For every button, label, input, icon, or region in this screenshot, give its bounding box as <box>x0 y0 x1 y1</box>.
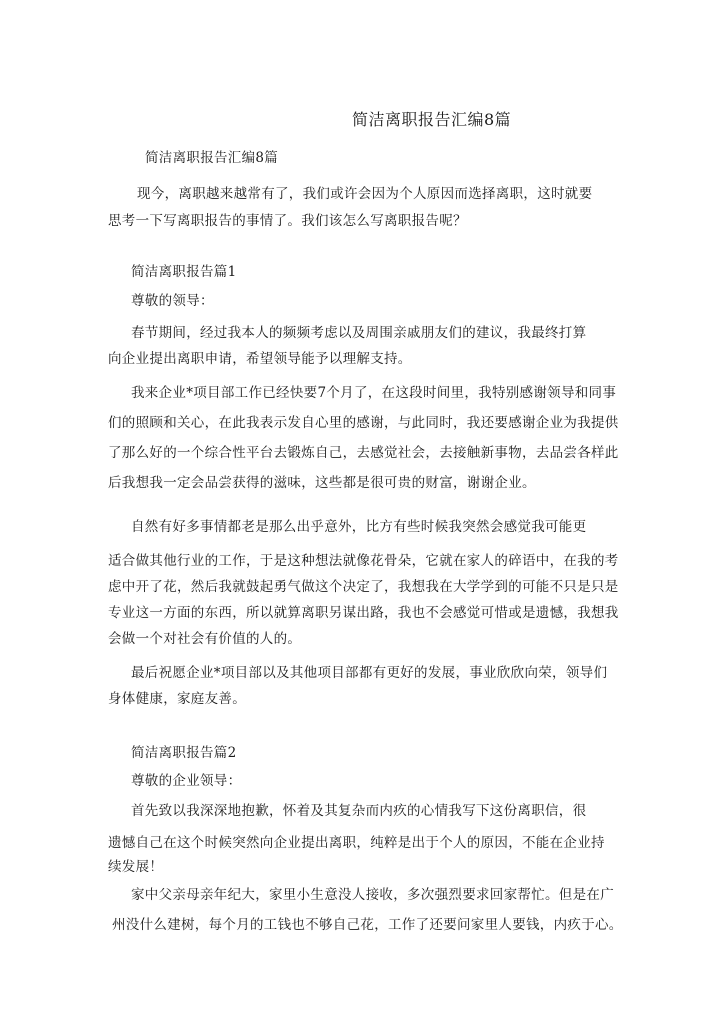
paragraph-line: 适合做其他行业的工作，于是这种想法就像花骨朵，它就在家人的碎语中，在我的考 <box>108 553 619 569</box>
paragraph-line: 向企业提出离职申请，希望领导能予以理解支持。 <box>108 351 412 367</box>
paragraph-line: 遗憾自己在这个时候突然向企业提出离职，纯粹是出于个人的原因，不能在企业持 <box>108 835 605 851</box>
paragraph-line: 们的照顾和关心，在此我表示发自心里的感谢，与此同时，我还要感谢企业为我提供 <box>108 415 619 431</box>
paragraph-line: 了那么好的一个综合性平台去锻炼自己，去感觉社会，去接触新事物，去品尝各样此 <box>108 445 619 461</box>
document-title: 简洁离职报告汇编8篇 <box>352 110 512 129</box>
paragraph-line: 家中父亲母亲年纪大，家里小生意没人接收，多次强烈要求回家帮忙。但是在广 <box>131 887 614 903</box>
intro-line: 现今，离职越来越常有了，我们或许会因为个人原因而选择离职，这时就要 <box>137 186 593 202</box>
paragraph-line: 后我想我一定会品尝获得的滋味，这些都是很可贵的财富，谢谢企业。 <box>108 475 536 491</box>
paragraph-line: 虑中开了花，然后我就鼓起勇气做这个决定了，我想我在大学学到的可能不只是只是 <box>108 579 619 595</box>
intro-line: 思考一下写离职报告的事情了。我们该怎么写离职报告呢？ <box>108 213 467 229</box>
paragraph-line: 会做一个对社会有价值的人的。 <box>108 631 302 647</box>
paragraph-line: 最后祝愿企业*项目部以及其他项目部都有更好的发展，事业欣欣向荣，领导们 <box>131 665 608 681</box>
paragraph-line: 春节期间，经过我本人的频频考虑以及周围亲戚朋友们的建议，我最终打算 <box>131 325 587 341</box>
section-heading: 简洁离职报告篇1 <box>131 264 237 280</box>
paragraph-line: 我来企业*项目部工作已经快要7个月了，在这段时间里，我特别感谢领导和同事 <box>131 385 617 401</box>
paragraph-line: 首先致以我深深地抱歉，怀着及其复杂而内疚的心情我写下这份离职信，很 <box>131 803 587 819</box>
paragraph-line: 州没什么建树，每个月的工钱也不够自己花，工作了还要问家里人要钱，内疚于心。 <box>112 917 623 933</box>
paragraph-line: 身体健康，家庭友善。 <box>108 691 246 707</box>
salutation: 尊敬的领导： <box>131 293 214 309</box>
document-subtitle: 简洁离职报告汇编8篇 <box>145 150 279 166</box>
paragraph-line: 专业这一方面的东西，所以就算离职另谋出路，我也不会感觉可惜或是遗憾，我想我 <box>108 605 619 621</box>
paragraph-line: 续发展！ <box>108 859 164 875</box>
section-heading: 简洁离职报告篇2 <box>131 745 237 761</box>
paragraph-line: 自然有好多事情都老是那么出乎意外，比方有些时候我突然会感觉我可能更 <box>131 519 587 535</box>
salutation: 尊敬的企业领导： <box>131 773 242 789</box>
